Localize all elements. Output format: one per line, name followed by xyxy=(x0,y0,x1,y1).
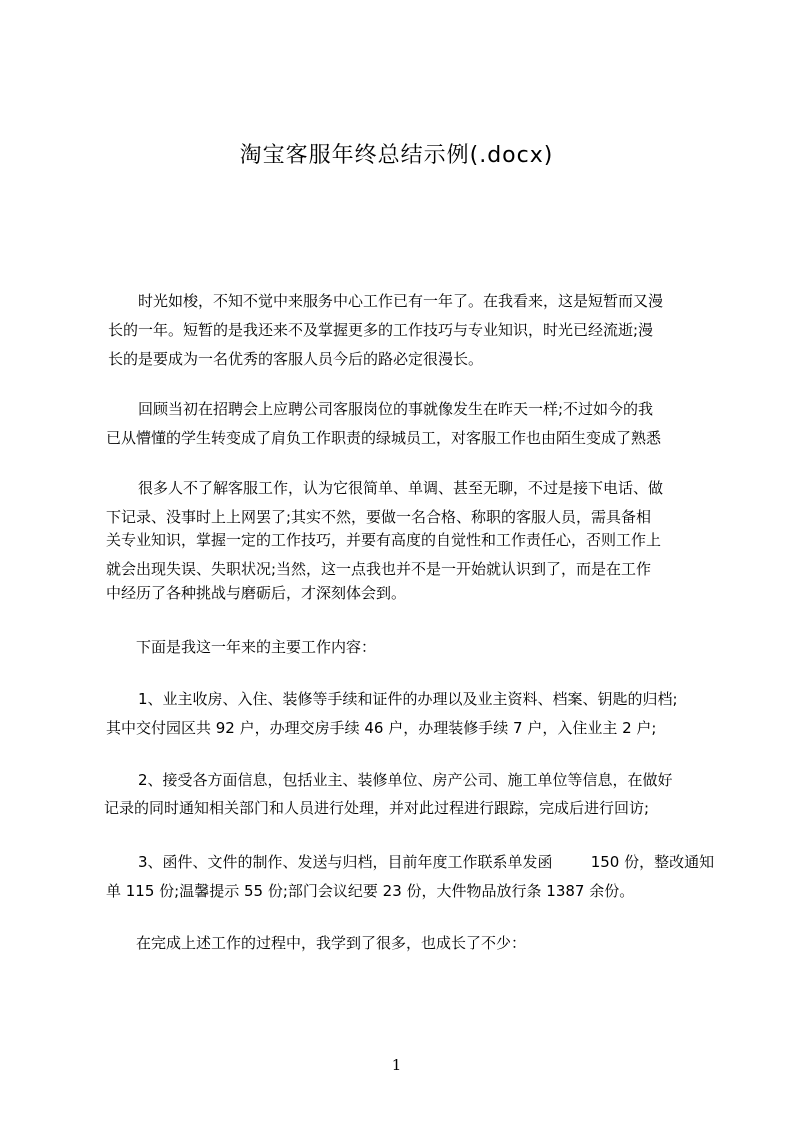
paragraph-line: 回顾当初在招聘会上应聘公司客服岗位的事就像发生在昨天一样;不过如今的我 xyxy=(138,400,654,418)
paragraph-line: 其中交付园区共 92 户，办理交房手续 46 户，办理装修手续 7 户，入住业主 2 户; xyxy=(106,719,657,737)
paragraph-line: 2、接受各方面信息，包括业主、装修单位、房产公司、施工单位等信息，在做好 xyxy=(138,771,673,789)
paragraph-line: 下面是我这一年来的主要工作内容： xyxy=(136,638,377,656)
paragraph-line: 很多人不了解客服工作，认为它很简单、单调、甚至无聊，不过是接下电话、做 xyxy=(138,479,664,497)
paragraph-line: 在完成上述工作的过程中，我学到了很多，也成长了不少： xyxy=(136,934,527,952)
paragraph-line: 下记录、没事时上上网罢了;其实不然，要做一名合格、称职的客服人员，需具备相 xyxy=(106,508,652,526)
paragraph-line: 时光如梭，不知不觉中来服务中心工作已有一年了。在我看来，这是短暂而又漫 xyxy=(138,292,664,310)
paragraph-line: 中经历了各种挑战与磨砺后，才深刻体会到。 xyxy=(106,584,407,602)
paragraph-line: 记录的同时通知相关部门和人员进行处理，并对此过程进行跟踪，完成后进行回访; xyxy=(104,799,650,817)
document-title: 淘宝客服年终总结示例(.docx) xyxy=(239,143,554,168)
paragraph-line: 已从懵懂的学生转变成了肩负工作职责的绿城员工，对客服工作也由陌生变成了熟悉 xyxy=(106,429,662,447)
page-number: 1 xyxy=(391,1056,402,1074)
paragraph-line: 1、业主收房、入住、装修等手续和证件的办理以及业主资料、档案、钥匙的归档; xyxy=(138,690,678,708)
paragraph-line: 长的一年。短暂的是我还来不及掌握更多的工作技巧与专业知识，时光已经流逝;漫 xyxy=(108,321,654,339)
paragraph-line: 3、函件、文件的制作、发送与归档，目前年度工作联系单发函 150 份，整改通知 xyxy=(138,853,715,871)
paragraph-line: 长的是要成为一名优秀的客服人员今后的路必定很漫长。 xyxy=(108,350,484,368)
paragraph-line: 就会出现失误、失职状况;当然，这一点我也并不是一开始就认识到了，而是在工作 xyxy=(106,560,652,578)
paragraph-line: 关专业知识，掌握一定的工作技巧，并要有高度的自觉性和工作责任心，否则工作上 xyxy=(106,531,662,549)
paragraph-line: 单 115 份;温馨提示 55 份;部门会议纪要 23 份，大件物品放行条 1387 余份。 xyxy=(106,882,635,900)
